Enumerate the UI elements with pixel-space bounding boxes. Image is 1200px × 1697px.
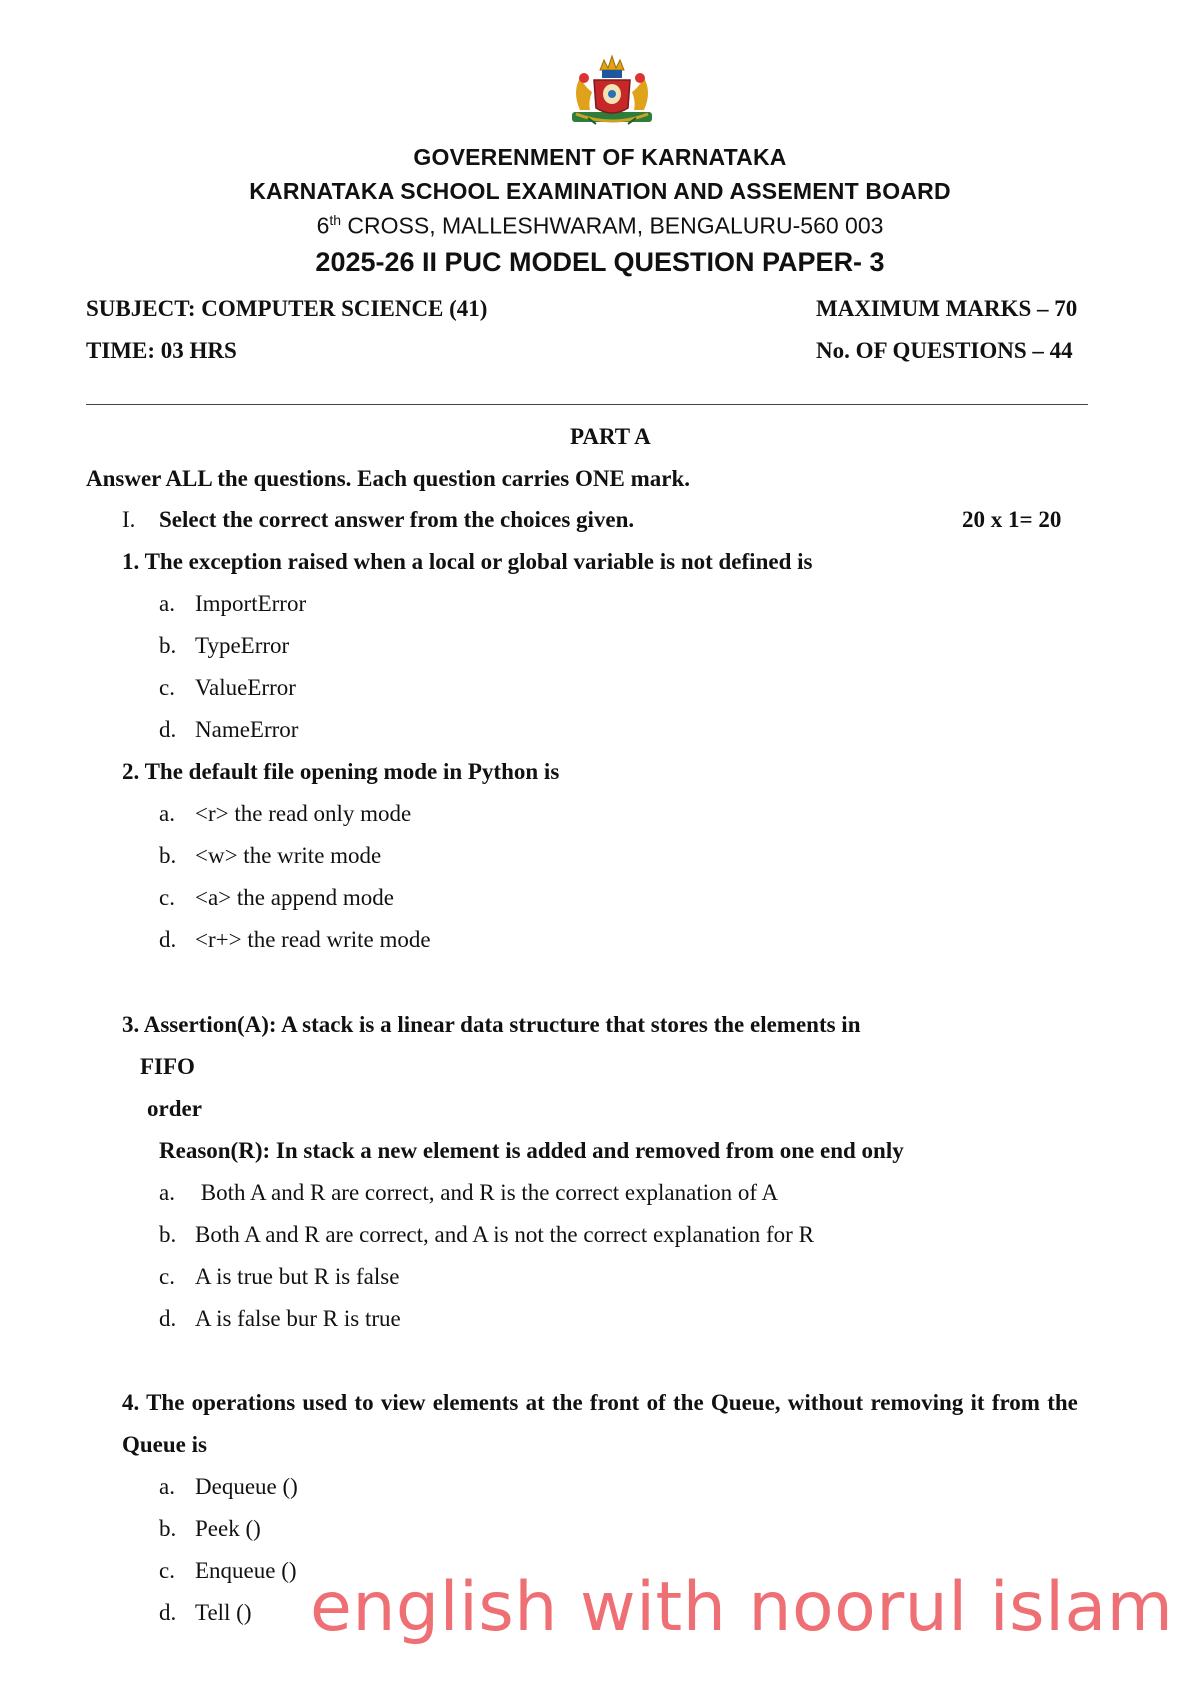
option-letter: b. — [159, 843, 177, 868]
question-1: 1. The exception raised when a local or global variable is not defined is — [122, 549, 813, 574]
option-letter: d. — [159, 1600, 177, 1625]
header-address-line — [0, 212, 1200, 240]
address-rest: CROSS, MALLESHWARAM, BENGALURU-560 003 — [341, 212, 884, 239]
section-marks: 20 x 1= 20 — [962, 507, 1062, 532]
q1-option-a — [159, 591, 306, 617]
option-letter: c. — [159, 675, 175, 700]
option-letter: d. — [159, 1306, 177, 1331]
option-text: <r+> the read write mode — [195, 927, 431, 952]
q2-option-c — [159, 885, 394, 911]
option-letter: a. — [159, 801, 175, 826]
q4-option-b — [159, 1516, 261, 1542]
q3-option-d — [159, 1306, 401, 1332]
q1-option-d — [159, 717, 298, 743]
option-letter: c. — [159, 1264, 175, 1289]
max-marks-label: MAXIMUM MARKS – 70 — [816, 296, 1078, 321]
header-divider — [86, 404, 1088, 405]
q2-option-d — [159, 927, 431, 953]
q4-option-a — [159, 1474, 298, 1500]
option-letter: a. — [159, 1474, 175, 1499]
option-text: Both A and R are correct, and A is not the correct explanation for R — [195, 1222, 814, 1247]
q2-option-b — [159, 843, 381, 869]
part-instruction: Answer ALL the questions. Each question carries ONE mark. — [86, 466, 691, 491]
option-letter: d. — [159, 717, 177, 742]
question-3-line3: order — [147, 1096, 202, 1121]
option-text: Tell () — [195, 1600, 252, 1625]
karnataka-emblem-icon — [566, 52, 658, 132]
option-text: <r> the read only mode — [195, 801, 412, 826]
option-letter: c. — [159, 1558, 175, 1583]
option-text: A is true but R is false — [195, 1264, 400, 1289]
header-government-line: GOVERENMENT OF KARNATAKA — [413, 144, 787, 170]
option-text: <w> the write mode — [195, 843, 382, 868]
q3-option-c — [159, 1264, 399, 1290]
q4-option-c — [159, 1558, 297, 1584]
question-4-line2: Queue is — [122, 1432, 207, 1457]
address-superscript: th — [329, 212, 342, 228]
option-text: Both A and R are correct, and R is the correct explanation of A — [195, 1180, 779, 1205]
watermark-text: english with noorul islam — [310, 1568, 1174, 1647]
option-text: Peek () — [195, 1516, 261, 1541]
option-letter: d. — [159, 927, 177, 952]
time-label: TIME: 03 HRS — [86, 338, 237, 363]
option-text: NameError — [195, 717, 299, 742]
q2-option-a — [159, 801, 411, 827]
question-count-label: No. OF QUESTIONS – 44 — [816, 338, 1073, 363]
part-title: PART A — [570, 424, 651, 449]
option-text: Enqueue () — [195, 1558, 297, 1583]
q3-option-a — [159, 1180, 778, 1206]
question-4: 4. The operations used to view elements at the front of the Queue, without removing it from the — [122, 1390, 1078, 1415]
option-text: ImportError — [195, 591, 307, 616]
option-text: ValueError — [195, 675, 296, 700]
q1-option-b — [159, 633, 289, 659]
section-number: I. — [122, 507, 136, 532]
option-letter: c. — [159, 885, 175, 910]
question-2: 2. The default file opening mode in Python is — [122, 759, 560, 784]
address-number: 6 — [316, 212, 330, 239]
q4-option-d — [159, 1600, 252, 1626]
question-3-reason: Reason(R): In stack a new element is added and removed from one end only — [159, 1138, 904, 1163]
option-letter: b. — [159, 633, 177, 658]
subject-label: SUBJECT: COMPUTER SCIENCE (41) — [86, 296, 488, 321]
option-letter: a. — [159, 1180, 175, 1205]
question-3-line2: FIFO — [140, 1054, 195, 1079]
option-text: TypeError — [195, 633, 290, 658]
option-text: Dequeue () — [195, 1474, 298, 1499]
option-text: <a> the append mode — [195, 885, 395, 910]
paper-title: 2025-26 II PUC MODEL QUESTION PAPER- 3 — [315, 247, 885, 277]
header-board-line: KARNATAKA SCHOOL EXAMINATION AND ASSEMENT BOARD — [249, 178, 951, 204]
q3-option-b — [159, 1222, 814, 1248]
option-letter: b. — [159, 1222, 177, 1247]
q1-option-c — [159, 675, 296, 701]
section-instruction: Select the correct answer from the choices given. — [159, 507, 635, 532]
option-text: A is false bur R is true — [195, 1306, 401, 1331]
option-letter: a. — [159, 591, 175, 616]
option-letter: b. — [159, 1516, 177, 1541]
question-3: 3. Assertion(A): A stack is a linear data structure that stores the elements in — [122, 1012, 861, 1037]
